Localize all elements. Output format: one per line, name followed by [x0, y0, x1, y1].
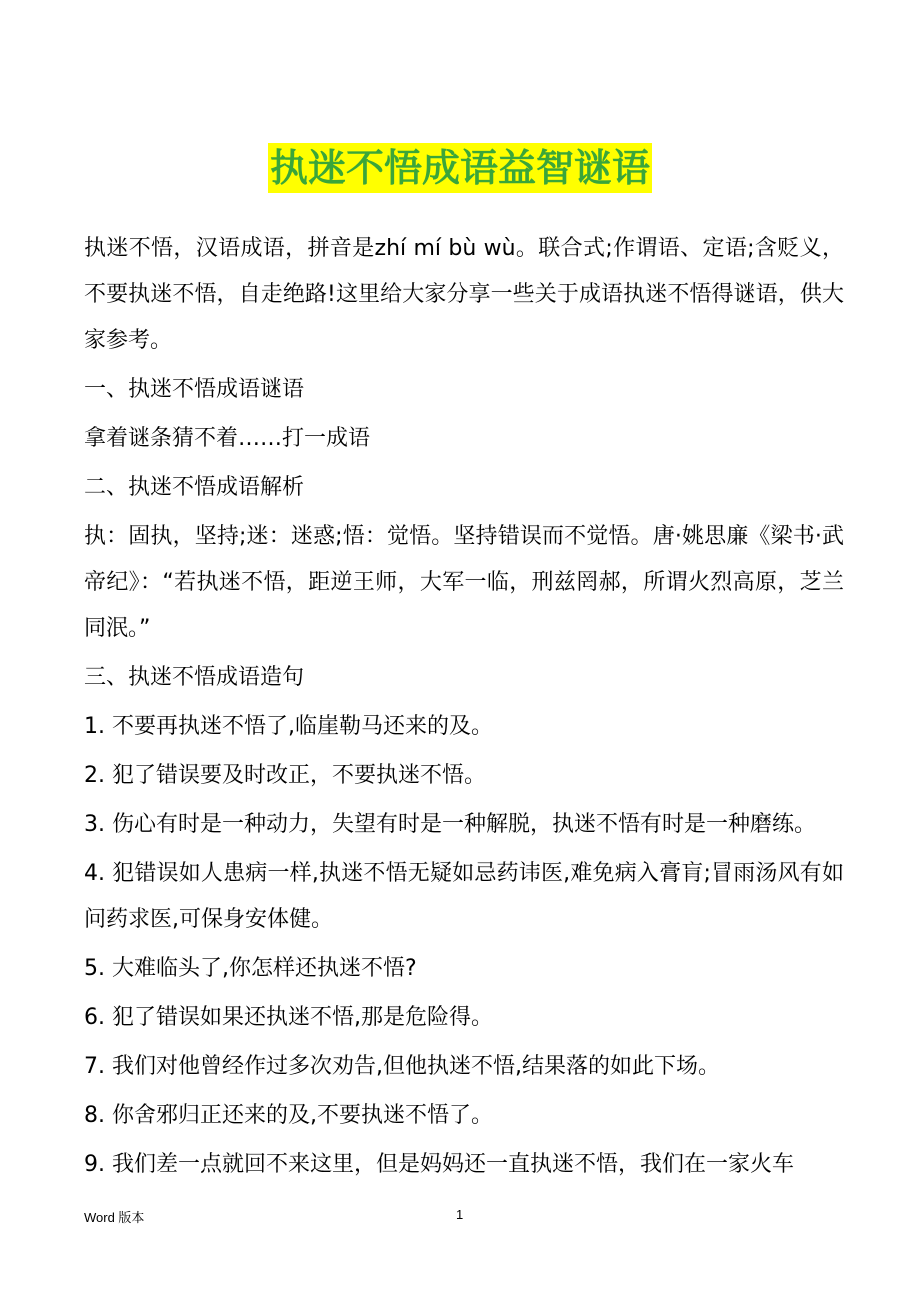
section-heading-sentences: 三、执迷不悟成语造句 [84, 665, 305, 690]
example-sentence: 8. 你舍邪归正还来的及,不要执迷不悟了。 [84, 1103, 493, 1128]
example-sentence: 3. 伤心有时是一种动力，失望有时是一种解脱，执迷不悟有时是一种磨练。 [84, 812, 816, 837]
example-sentence: 4. 犯错误如人患病一样,执迷不悟无疑如忌药讳医,难免病入膏肓;冒雨汤风有如问药求医,可保身安体健。 [84, 861, 844, 932]
footer-label: Word 版本 [84, 1210, 145, 1225]
example-sentence: 2. 犯了错误要及时改正，不要执迷不悟。 [84, 763, 486, 788]
intro-paragraph: 执迷不悟，汉语成语，拼音是zhí mí bù wù。联合式;作谓语、定语;含贬义，不要执迷不悟，自走绝路!这里给大家分享一些关于成语执迷不悟得谜语，供大家参考。 [84, 236, 844, 353]
example-sentence: 7. 我们对他曾经作过多次劝告,但他执迷不悟,结果落的如此下场。 [84, 1054, 720, 1079]
example-sentence: 9. 我们差一点就回不来这里，但是妈妈还一直执迷不悟，我们在一家火车 [84, 1152, 794, 1177]
example-sentence: 6. 犯了错误如果还执迷不悟,那是危险得。 [84, 1005, 493, 1030]
section-heading-riddle: 一、执迷不悟成语谜语 [84, 377, 305, 402]
document-body [84, 226, 844, 1191]
section-heading-analysis: 二、执迷不悟成语解析 [84, 475, 305, 500]
analysis-paragraph: 执：固执，坚持;迷：迷惑;悟：觉悟。坚持错误而不觉悟。唐·姚思廉《梁书·武帝纪》：“若执迷不悟，距逆王师，大军一临，刑兹罔郝，所谓火烈高原，芝兰同泯。” [84, 524, 844, 641]
page-number: 1 [456, 1207, 464, 1222]
example-sentence: 5. 大难临头了,你怎样还执迷不悟? [84, 956, 417, 981]
example-sentence: 1. 不要再执迷不悟了,临崖勒马还来的及。 [84, 714, 493, 739]
title-container [0, 143, 920, 193]
document-title: 执迷不悟成语益智谜语 [268, 143, 652, 193]
riddle-text: 拿着谜条猜不着……打一成语 [84, 426, 371, 451]
